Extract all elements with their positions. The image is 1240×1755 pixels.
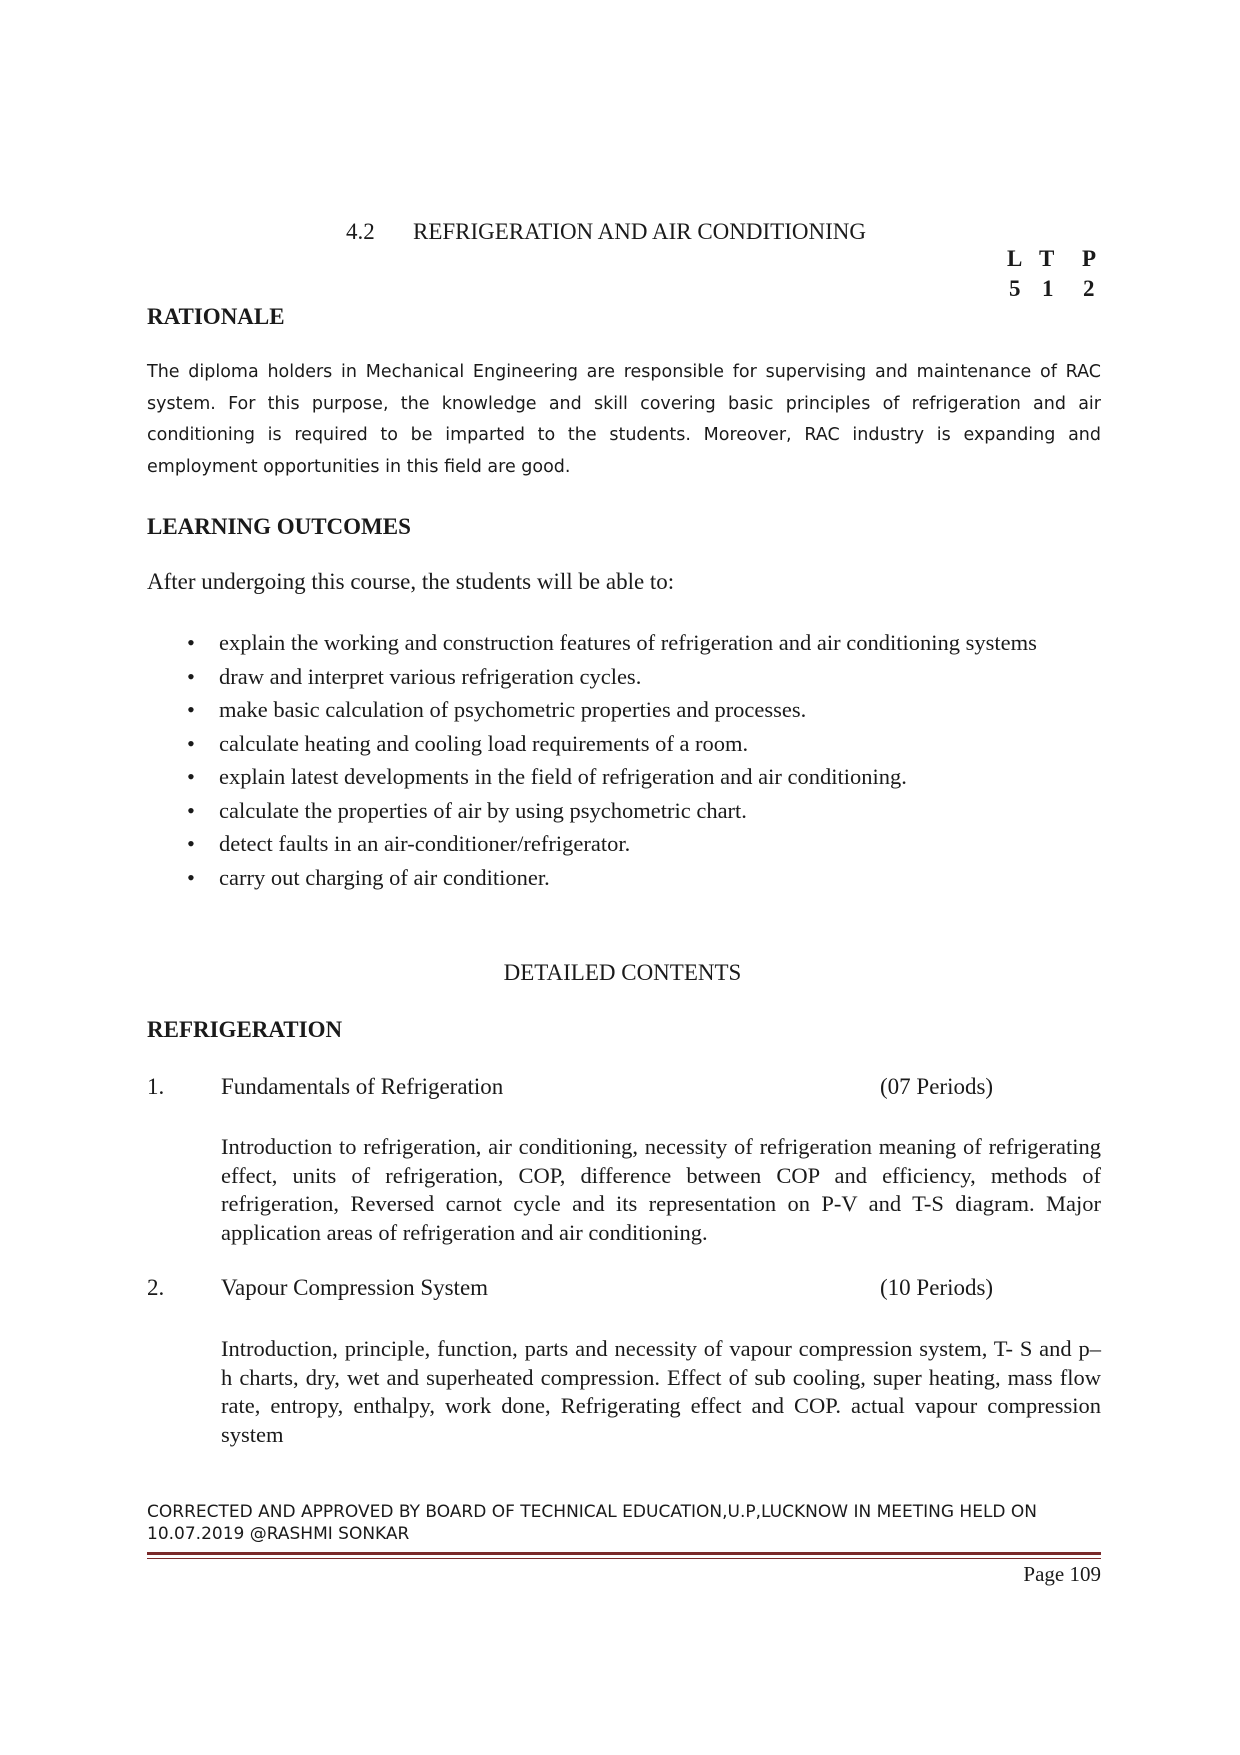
learning-outcomes-intro: After undergoing this course, the students will be able to: — [147, 569, 675, 594]
list-item-text: explain latest developments in the field of refrigeration and air conditioning. — [219, 764, 907, 789]
topic-number: 1. — [147, 1074, 165, 1099]
topic-title: Fundamentals of Refrigeration — [221, 1074, 504, 1099]
list-item-text: detect faults in an air-conditioner/refrigerator. — [219, 831, 631, 856]
bullet-icon: • — [187, 831, 195, 856]
footer-approval — [147, 1501, 1101, 1545]
ltp-header-p: P — [1082, 246, 1097, 271]
list-item-text: make basic calculation of psychometric properties and processes. — [219, 697, 807, 722]
list-item — [181, 626, 1101, 660]
footer-divider — [147, 1552, 1101, 1555]
bullet-icon: • — [187, 630, 195, 655]
list-item-text: draw and interpret various refrigeration cycles. — [219, 663, 642, 689]
list-item — [181, 727, 1101, 761]
list-item-text: carry out charging of air conditioner. — [219, 864, 550, 890]
learning-outcomes-heading: LEARNING OUTCOMES — [147, 514, 411, 539]
topic-description: Introduction to refrigeration, air conditioning, necessity of refrigeration meaning of refrigerating effect, units of refrigeration, COP, difference between COP and efficiency, methods of refrigeration, Reversed carnot cycle and its representation on P-V and T-S diagram. Major application areas of refrigeration and air conditioning. — [221, 1134, 1101, 1245]
learning-outcomes-list — [181, 626, 1101, 894]
topic-title: Vapour Compression System — [221, 1275, 489, 1300]
bullet-icon: • — [187, 864, 195, 890]
ltp-value-t: 1 — [1042, 276, 1054, 301]
footer-line-2: 10.07.2019 @RASHMI SONKAR — [147, 1524, 410, 1544]
topic-periods: (10 Periods) — [880, 1275, 994, 1300]
list-item-text: calculate heating and cooling load requirements of a room. — [219, 730, 749, 756]
list-item — [181, 861, 1101, 895]
bullet-icon: • — [187, 663, 195, 689]
bullet-icon: • — [187, 797, 195, 823]
section-title — [346, 219, 866, 245]
detailed-contents-heading: DETAILED CONTENTS — [503, 960, 742, 985]
list-item — [181, 794, 1101, 828]
ltp-value-p: 2 — [1083, 276, 1095, 301]
bullet-icon: • — [187, 730, 195, 756]
list-item — [181, 760, 1101, 794]
section-number: 4.2 — [346, 219, 375, 244]
bullet-icon: • — [187, 764, 195, 789]
footer-line-1: CORRECTED AND APPROVED BY BOARD OF TECHNICAL EDUCATION,U.P,LUCKNOW IN MEETING HELD ON — [147, 1502, 1038, 1522]
rationale-text: The diploma holders in Mechanical Engineering are responsible for supervising and maintenance of RAC system. For this purpose, the knowledge and skill covering basic principles of refrigeration and air conditioning is required to be imparted to the students. Moreover, RAC industry is expanding and employment opportunities in this field are good. — [147, 362, 1101, 477]
footer-divider-thin — [147, 1558, 1101, 1559]
page-number: Page 109 — [1023, 1562, 1101, 1586]
topic-number: 2. — [147, 1275, 165, 1300]
list-item — [181, 827, 1101, 861]
list-item — [181, 693, 1101, 727]
bullet-icon: • — [187, 697, 195, 722]
ltp-value-l: 5 — [1009, 276, 1021, 301]
list-item-text: calculate the properties of air by using psychometric chart. — [219, 797, 747, 823]
topic-description: Introduction, principle, function, parts and necessity of vapour compression system, T- S and p– h charts, dry, wet and superheated compression. Effect of sub cooling, super heating, mass flow rate, entropy, enthalpy, work done, Refrigerating effect and COP. actual vapour compression system — [221, 1336, 1101, 1447]
ltp-header-l: L — [1007, 246, 1023, 271]
refrigeration-heading: REFRIGERATION — [147, 1017, 343, 1042]
topic-periods: (07 Periods) — [880, 1074, 994, 1099]
section-title-text: REFRIGERATION AND AIR CONDITIONING — [413, 219, 866, 244]
rationale-heading: RATIONALE — [147, 304, 285, 329]
list-item — [181, 660, 1101, 694]
ltp-header-t: T — [1039, 246, 1055, 271]
list-item-text: explain the working and construction features of refrigeration and air conditioning systems — [219, 630, 1037, 655]
